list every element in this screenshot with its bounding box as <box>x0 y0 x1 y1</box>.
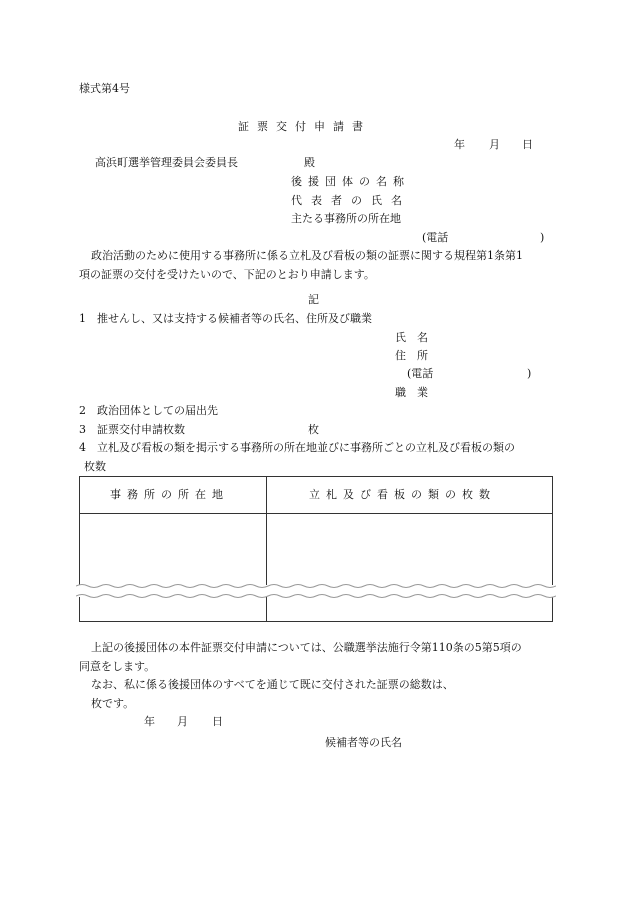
table-header-count: 立札及び看板の類の枚数 <box>309 488 496 501</box>
table-header-divider <box>79 513 552 514</box>
item-3-unit: 枚 <box>308 423 319 436</box>
bottom-date-month: 月 <box>177 715 188 728</box>
org-name-label: 後援団体の名称 <box>291 175 410 188</box>
phone-open: (電話 <box>422 231 449 244</box>
ki-heading: 記 <box>308 293 319 306</box>
form-number: 様式第4号 <box>79 82 130 95</box>
candidate-name-label: 氏 名 <box>395 331 428 344</box>
item-4-line-1: 4 立札及び看板の類を掲示する事務所の所在地並びに事務所ごとの立札及び看板の類の <box>79 441 515 454</box>
table-break-wave <box>76 582 556 600</box>
bottom-date-year: 年 <box>144 715 155 728</box>
item-1: 1 推せんし、又は支持する候補者等の氏名、住所及び職業 <box>79 312 372 325</box>
body-line-2: 項の証票の交付を受けたいので、下記のとおり申請します。 <box>79 268 375 281</box>
body-line-1: 政治活動のために使用する事務所に係る立札及び看板の類の証票に関する規程第1条第1 <box>91 249 523 262</box>
item-2: 2 政治団体としての届出先 <box>79 404 218 417</box>
consent-line-2: 同意をします。 <box>79 660 156 673</box>
date-month: 月 <box>489 138 500 151</box>
honorific: 殿 <box>304 156 315 169</box>
rep-name-label: 代表者の氏名 <box>291 194 411 207</box>
candidate-occupation-label: 職 業 <box>395 386 428 399</box>
date-year: 年 <box>454 138 465 151</box>
office-label: 主たる事務所の所在地 <box>291 212 401 225</box>
candidate-phone-open: (電話 <box>407 367 434 380</box>
candidate-signature-label: 候補者等の氏名 <box>325 736 402 749</box>
candidate-address-label: 住 所 <box>395 349 428 362</box>
item-3: 3 証票交付申請枚数 <box>79 423 185 436</box>
bottom-date-day: 日 <box>212 715 223 728</box>
addressee: 高浜町選挙管理委員会委員長 <box>95 156 238 169</box>
item-4-line-2: 枚数 <box>84 460 106 473</box>
document-title: 証票交付申請書 <box>238 120 371 133</box>
date-day: 日 <box>522 138 533 151</box>
consent-line-1: 上記の後援団体の本件証票交付申請については、公職選挙法施行令第110条の5第5項の <box>91 641 522 654</box>
table-header-location: 事務所の所在地 <box>110 488 229 501</box>
total-line-2: 枚です。 <box>91 697 135 710</box>
candidate-phone-close: ) <box>527 367 532 380</box>
total-line-1: なお、私に係る後援団体のすべてを通じて既に交付された証票の総数は、 <box>91 678 454 691</box>
phone-close: ) <box>540 231 545 244</box>
